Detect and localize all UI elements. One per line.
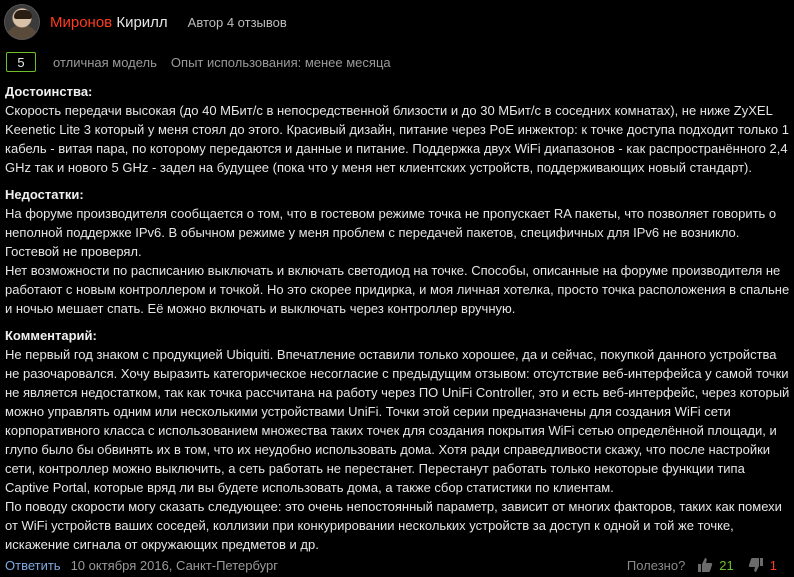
avatar[interactable] (4, 4, 40, 40)
comment-text-2: По поводу скорости могу сказать следующее: это очень непостоянный параметр, зависит от многих факторов, таких как помехи от WiFi устройств ваших соседей, коллизии при конкурировании нескольких устройств за доступ к одной и той же точке, искажение сигнала от окружающих предметов и др. (5, 499, 782, 552)
cons-text-2: Нет возможности по расписанию выключать и включать светодиод на точке. Способы, описанные на форуме производителя не работают с новым контроллером и точкой. Но это скорее придирка, и моя личная хотелка, просто точка расположения в спальне и ночью мешает спать. Её можно включать и выключать через контроллер вручную. (5, 263, 790, 316)
date-place: 10 октября 2016, Санкт-Петербург (70, 557, 278, 573)
usage-duration: Опыт использования: менее месяца (170, 54, 391, 70)
pros-title: Достоинства: (5, 84, 93, 99)
up-count: 21 (719, 557, 734, 573)
reply-link[interactable]: Ответить (5, 557, 61, 573)
review-body (5, 82, 791, 554)
review-header (4, 4, 287, 40)
comment-text-1: Не первый год знаком с продукцией Ubiquiti. Впечатление оставили только хорошее, да и сейчас, покупкой данного устройства не разочаровался. Хочу выразить категорическое несогласие с предыдущим отзывом: отсутствие веб-интерфейса у самой точки не является недостатком, так как точка рассчитана на работу через ПО UniFi Controller, это и есть веб-интерфейс, через который можно управлять одним или несколькими устройствами UniFi. Точки этой серии предназначены для создания WiFi сети корпоративного класса с использованием множества таких точек для создания покрытия WiFi сетью определённой площади, и глупо было бы обвинять их в том, что их неудобно использовать дома. Хотя ради справедливости скажу, что после настройки сети, контроллер можно выключить, а сеть работать не перестанет. Перестанут работать только некоторые функции типа Captive Portal, которые вряд ли вы будете использовать дома, а также сбор статистики по клиентам. (5, 347, 790, 495)
rating-row (6, 51, 391, 73)
comment-title: Комментарий: (5, 328, 97, 343)
rating-label: отличная модель (53, 54, 157, 70)
thumbs-up-icon (697, 557, 713, 573)
helpful-label: Полезно? (626, 557, 686, 573)
rating-badge: 5 (6, 52, 36, 72)
author-name[interactable] (50, 13, 168, 32)
author-first-name[interactable]: Миронов (50, 13, 113, 31)
down-count: 1 (769, 557, 777, 573)
vote-up-button[interactable] (697, 556, 747, 575)
thumbs-down-icon (748, 557, 764, 573)
author-meta: Автор 4 отзывов (187, 14, 287, 30)
vote-down-button[interactable] (748, 556, 791, 575)
pros-text: Скорость передачи высокая (до 40 МБит/с в непосредственной близости и до 30 МБит/с в соседних комнатах), не ниже ZyXEL Keenetic Lite 3 который у меня стоял до этого. Красивый дизайн, питание через PoE инжектор: к точке доступа подходит только 1 кабель - витая пара, по которому передаются и данные и питание. Поддержка двух WiFi диапазонов - как распространённого 2,4 GHz так и нового 5 GHz - задел на будущее (пока что у меня нет клиентских устройств, поддерживающих новый стандарт). (5, 103, 789, 175)
author-last-name[interactable]: Кирилл (116, 13, 168, 31)
cons-text-1: На форуме производителя сообщается о том, что в гостевом режиме точка не пропускает RA пакеты, что позволяет говорить о неполной поддержке IPv6. В обычном режиме у меня проблем с передачей пакетов, специфичных для IPv6 не возникло. Гостевой не проверял. (5, 206, 777, 259)
cons-title: Недостатки: (5, 187, 84, 202)
review-footer (5, 555, 791, 575)
